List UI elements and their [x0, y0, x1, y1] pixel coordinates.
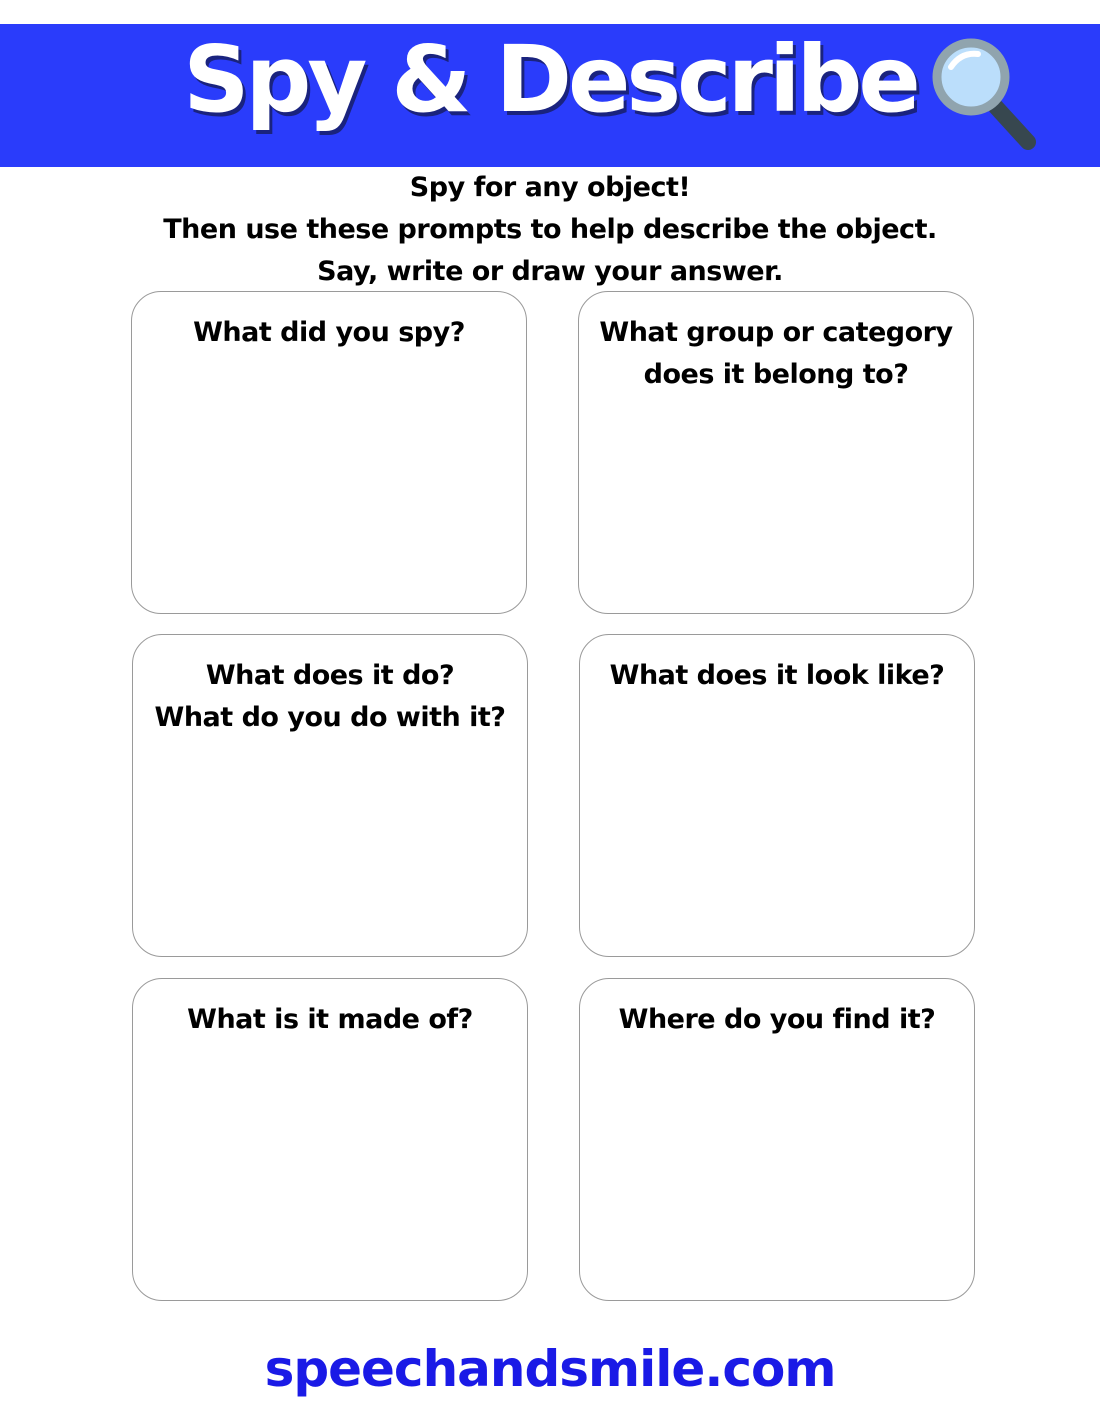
prompt-text: What group or category does it belong to?	[599, 317, 953, 390]
prompt-box-location[interactable]	[579, 978, 975, 1301]
prompt-box-material[interactable]	[132, 978, 528, 1301]
prompt-text: What did you spy?	[193, 317, 465, 348]
prompt-box-what-did-you-spy[interactable]	[131, 291, 527, 614]
prompt-text: What is it made of?	[187, 1004, 473, 1035]
magnifying-glass-icon	[916, 32, 1041, 152]
page-title: Spy & Describe	[183, 26, 917, 133]
prompt-text: What does it do? What do you do with it?	[154, 660, 506, 733]
instruction-line-2: Then use these prompts to help describe the object.	[163, 214, 937, 245]
prompt-box-function[interactable]	[132, 634, 528, 957]
prompt-box-category[interactable]	[578, 291, 974, 614]
instruction-line-3: Say, write or draw your answer.	[317, 256, 783, 287]
footer-website: speechandsmile.com	[264, 1340, 836, 1398]
instruction-line-1: Spy for any object!	[409, 172, 691, 203]
prompt-text: Where do you find it?	[618, 1004, 936, 1035]
prompt-text: What does it look like?	[609, 660, 945, 691]
prompt-box-appearance[interactable]	[579, 634, 975, 957]
